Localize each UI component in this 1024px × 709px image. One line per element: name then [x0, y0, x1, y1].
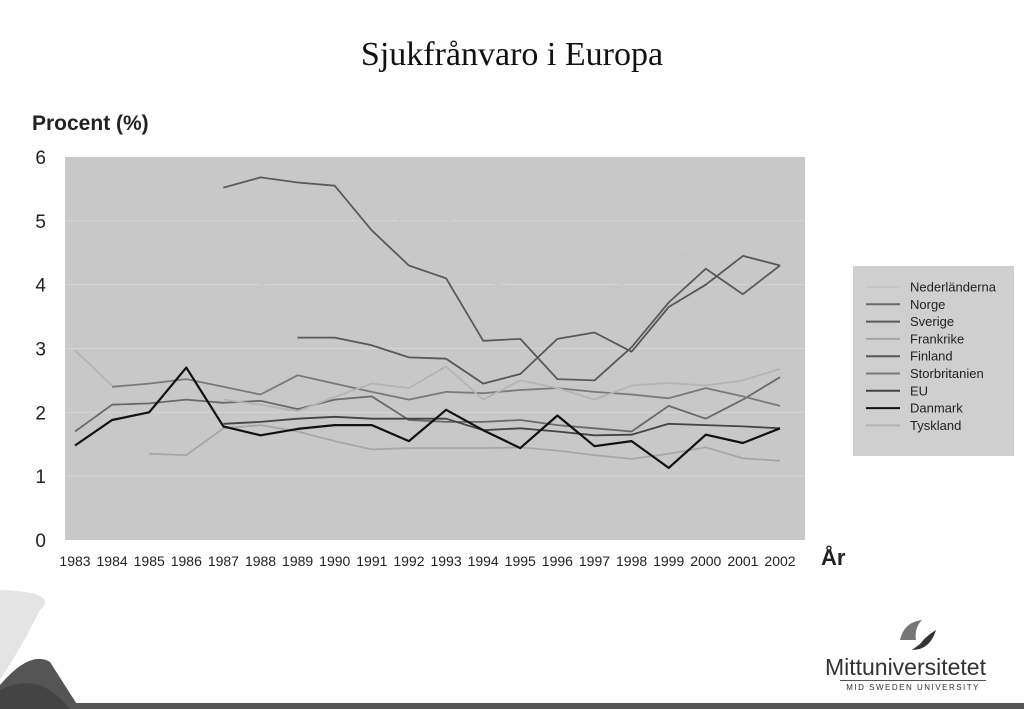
slide-title: Sjukfrånvaro i Europa — [360, 36, 664, 73]
legend-entry: Nederländerna — [910, 279, 997, 295]
y-tick-label: 2 — [35, 403, 46, 425]
y-tick-label: 4 — [35, 275, 46, 297]
x-tick-label: 2000 — [690, 553, 722, 569]
y-tick-label: 0 — [35, 531, 46, 552]
x-tick-label: 1989 — [282, 553, 314, 569]
y-tick-label: 1 — [35, 467, 46, 489]
x-tick-label: 1994 — [467, 553, 499, 569]
x-tick-label: 1990 — [319, 553, 351, 569]
legend-entry: Finland — [910, 348, 953, 364]
x-tick-label: 2001 — [727, 553, 759, 569]
university-name: Mittuniversitetet — [824, 654, 986, 680]
legend-entry: Danmark — [910, 400, 963, 416]
x-tick-label: 1987 — [207, 553, 239, 569]
y-tick-label: 6 — [35, 148, 46, 169]
legend-entry: EU — [910, 383, 929, 399]
x-tick-label: 1992 — [393, 553, 425, 569]
legend-entry: Tyskland — [910, 417, 962, 433]
legend-entry: Norge — [910, 296, 946, 312]
x-tick-labels — [59, 553, 795, 569]
x-tick-label: 1999 — [653, 553, 685, 569]
y-tick-label: 5 — [35, 211, 46, 233]
x-tick-label: 1985 — [133, 553, 165, 569]
x-tick-label: 1993 — [430, 553, 462, 569]
y-axis-label: Procent (%) — [32, 112, 149, 135]
x-tick-label: 1983 — [59, 553, 91, 569]
logo-divider — [840, 680, 986, 681]
x-tick-label: 1991 — [356, 553, 388, 569]
x-tick-label: 2002 — [764, 553, 796, 569]
x-tick-label: 1988 — [244, 553, 277, 569]
legend-entry: Frankrike — [910, 331, 965, 347]
x-tick-label: 1995 — [504, 553, 536, 569]
university-logo-icon — [896, 616, 940, 656]
legend-entry: Storbritanien — [910, 366, 984, 381]
legend-entry: Sverige — [910, 314, 955, 330]
x-tick-label: 1984 — [96, 553, 128, 569]
y-tick-labels — [35, 148, 46, 552]
x-tick-label: 1998 — [616, 553, 648, 569]
y-tick-label: 3 — [35, 339, 46, 361]
x-axis-label: År — [821, 545, 846, 570]
x-tick-label: 1996 — [541, 553, 573, 569]
x-tick-label: 1986 — [170, 553, 202, 569]
x-tick-label: 1997 — [578, 553, 611, 569]
university-subtitle: MID SWEDEN UNIVERSITY — [846, 683, 980, 692]
